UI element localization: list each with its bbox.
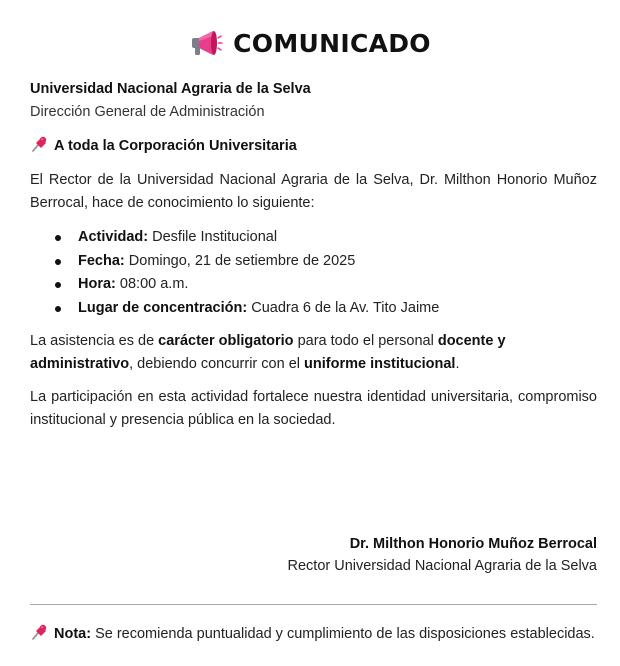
list-item: [30, 273, 597, 297]
recipient-text: A toda la Corporación Universitaria: [54, 138, 297, 154]
attendance-paragraph: [30, 330, 597, 376]
list-item: [30, 226, 597, 250]
detail-value: 08:00 a.m.: [119, 276, 189, 292]
recipient-line: [30, 135, 597, 158]
list-item: [30, 250, 597, 274]
attendance-text: para todo el personal: [293, 333, 438, 349]
detail-label: Fecha:: [78, 252, 125, 269]
note-line: [30, 623, 597, 646]
note-text: Se recomienda puntualidad y cumplimiento de las disposiciones establecidas.: [91, 626, 595, 642]
signature-role: Rector Universidad Nacional Agraria de la Selva: [287, 558, 597, 574]
detail-value: Desfile Institucional: [152, 229, 278, 245]
detail-value: Domingo, 21 de setiembre de 2025: [128, 252, 356, 269]
attendance-text: .: [455, 356, 460, 372]
title-row: [0, 28, 620, 58]
detail-label: Lugar de concentración:: [78, 299, 248, 316]
divider: [30, 604, 597, 605]
attendance-text: La asistencia es de: [30, 333, 159, 349]
list-item: [30, 297, 597, 321]
institution-name: Universidad Nacional Agraria de la Selva: [30, 81, 311, 97]
closing-paragraph: La participación en esta actividad fortalece nuestra identidad universitaria, compromiso institucional y presencia pública en la sociedad.: [30, 389, 597, 428]
detail-label: Hora:: [78, 276, 116, 292]
megaphone-icon: [189, 28, 223, 58]
attendance-emphasis: uniforme institucional: [304, 356, 456, 372]
pushpin-icon: [30, 624, 48, 640]
details-list: [30, 226, 597, 320]
intro-paragraph: El Rector de la Universidad Nacional Agraria de la Selva, Dr. Milthon Honorio Muñoz Berrocal, hace de conocimiento lo siguiente:: [30, 172, 597, 211]
note-label: Nota:: [54, 626, 92, 642]
pushpin-icon: [30, 136, 48, 152]
page-title: COMUNICADO: [233, 28, 431, 58]
department-name: Dirección General de Administración: [30, 104, 265, 120]
detail-label: Actividad:: [78, 229, 149, 245]
signature-name: Dr. Milthon Honorio Muñoz Berrocal: [349, 536, 597, 552]
detail-value: Cuadra 6 de la Av. Tito Jaime: [251, 299, 440, 316]
attendance-text: , debiendo concurrir con el: [129, 356, 305, 372]
attendance-emphasis: docente y administrativo: [30, 333, 506, 372]
attendance-emphasis: carácter obligatorio: [158, 333, 294, 349]
